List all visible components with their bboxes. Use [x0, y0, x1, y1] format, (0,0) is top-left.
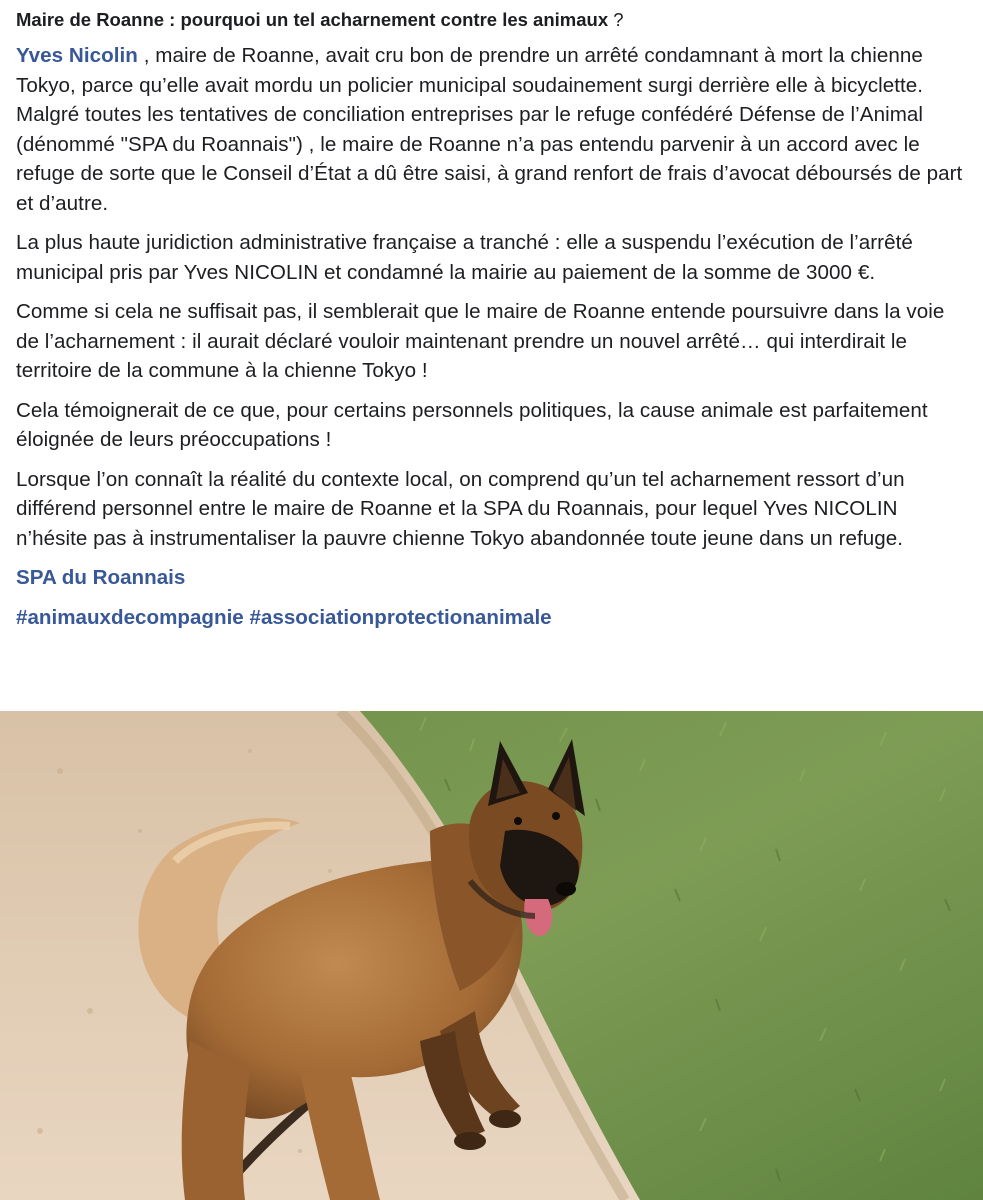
- paragraph-3: Comme si cela ne suffisait pas, il semblerait que le maire de Roanne entende poursuivre dans la voie de l’acharnement : il aurait déclaré vouloir maintenant prendre un nouvel arrêté… qui interdirait le territoire de la commune à la chienne Tokyo !: [16, 300, 945, 382]
- paragraph-5: Lorsque l’on connaît la réalité du contexte local, on comprend qu’un tel acharnement ressort d’un différend personnel entre le maire de Roanne et la SPA du Roannais, pour lequel Yves NICOLIN n’hésite pas à instrumentaliser la pauvre chienne Tokyo abandonnée toute jeune dans un refuge.: [16, 467, 905, 550]
- post-title: [16, 6, 967, 34]
- post-photo[interactable]: [0, 711, 983, 1200]
- page-link-spa-du-roannais[interactable]: SPA du Roannais: [16, 566, 186, 589]
- hashtag-associationprotectionanimale[interactable]: #associationprotectionanimale: [249, 605, 552, 629]
- mention-link-yves-nicolin[interactable]: Yves Nicolin: [16, 44, 138, 67]
- post-title-bold: Maire de Roanne : pourquoi un tel acharnement contre les animaux: [16, 9, 609, 30]
- hashtag-animauxdecompagnie[interactable]: #animauxdecompagnie: [16, 605, 244, 629]
- paragraph-1: [16, 41, 967, 218]
- paragraph-4: Cela témoignerait de ce que, pour certains personnels politiques, la cause animale est parfaitement éloignée de leurs préoccupations !: [16, 398, 928, 451]
- dog-photo-image: [0, 711, 983, 1200]
- post-title-tail: ?: [608, 9, 624, 30]
- paragraph-2: La plus haute juridiction administrative française a tranché : elle a suspendu l’exécution de l’arrêté municipal pris par Yves NICOLIN et condamné la mairie au paiement de la somme de 3000 €.: [16, 231, 913, 284]
- paragraph-1-text: , maire de Roanne, avait cru bon de prendre un arrêté condamnant à mort la chienne Tokyo, parce qu’elle avait mordu un policier municipal soudainement surgi derrière elle à bicyclette. Malgré toutes les tentatives de conciliation entreprises par le refuge confédéré Défense de l’Animal (dénommé "SPA du Roannais") , le maire de Roanne n’a pas entendu parvenir à un accord avec le refuge de sorte que le Conseil d’État a dû être saisi, à grand renfort de frais d’avocat déboursés de part et d’autre.: [16, 44, 963, 215]
- hashtags: [16, 603, 967, 633]
